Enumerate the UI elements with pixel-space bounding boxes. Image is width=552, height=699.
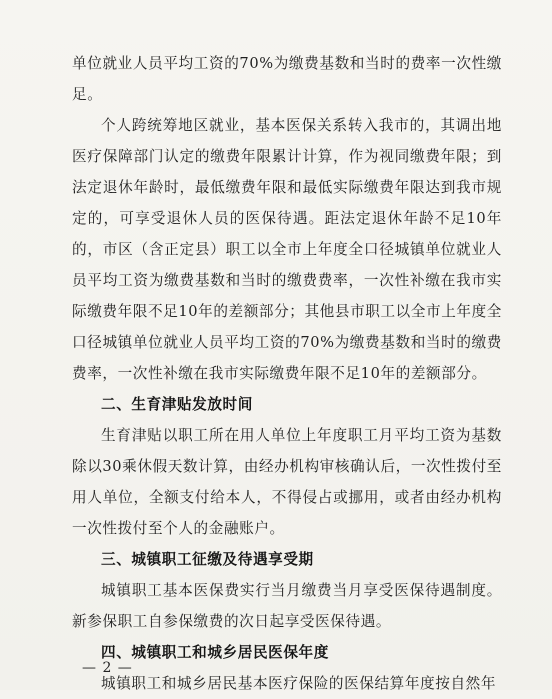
section-heading-insurance-year: 四、城镇职工和城乡居民医保年度 bbox=[101, 644, 329, 661]
document-body bbox=[72, 48, 502, 699]
section-heading-maternity-allowance: 二、生育津贴发放时间 bbox=[101, 396, 253, 413]
paragraph-contribution-continuation: 单位就业人员平均工资的70%为缴费基数和当时的费率一次性缴足。 bbox=[72, 55, 502, 103]
paragraph-maternity-allowance: 生育津贴以职工所在用人单位上年度职工月平均工资为基数除以30乘休假天数计算，由经办机构审核确认后，一次性拨付至用人单位，全额支付给本人，不得侵占或挪用，或者由经办机构一次性拨付至个人的金融账户。 bbox=[72, 427, 503, 537]
page-number: — 2 — bbox=[82, 660, 133, 676]
paragraph-insurance-year: 城镇职工和城乡居民基本医疗保险的医保结算年度按自然年 bbox=[101, 675, 497, 692]
paragraph-cross-region-employment: 个人跨统筹地区就业，基本医保关系转入我市的，其调出地医疗保障部门认定的缴费年限累计计算，作为视同缴费年限；到法定退休年龄时，最低缴费年限和最低实际缴费年限达到我市规定的，可享受退休人员的医保待遇。距法定退休年龄不足10年的，市区（含正定县）职工以全市上年度全口径城镇单位就业人员平均工资为缴费基数和当时的缴费费率，一次性补缴在我市实际缴费年限不足10年的差额部分；其他县市职工以全市上年度全口径城镇单位就业人员平均工资的70%为缴费基数和当时的缴费费率，一次性补缴在我市实际缴费年限不足10年的差额部分。 bbox=[72, 117, 503, 382]
section-heading-contribution-period: 三、城镇职工征缴及待遇享受期 bbox=[101, 551, 314, 568]
paragraph-contribution-period: 城镇职工基本医保费实行当月缴费当月享受医保待遇制度。新参保职工自参保缴费的次日起享受医保待遇。 bbox=[72, 582, 502, 630]
